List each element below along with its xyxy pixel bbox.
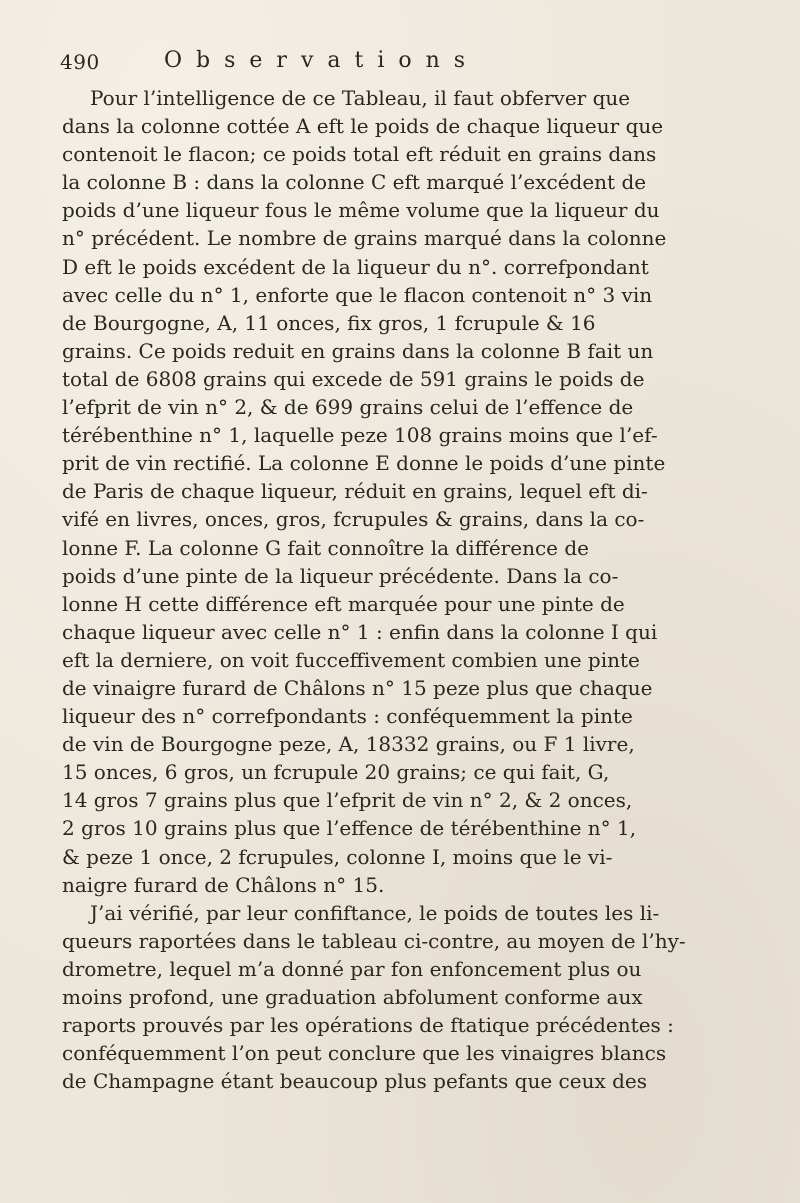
text-line: de Bourgogne, A, 11 onces, fix gros, 1 fcrupule & 16 — [62, 310, 596, 335]
text-line: de vinaigre furard de Châlons n° 15 peze plus que chaque — [62, 675, 653, 700]
text-line: la colonne B : dans la colonne C eft marqué l’excédent de — [62, 170, 647, 195]
page-number: 490 — [60, 50, 100, 74]
text-line: lonne F. La colonne G fait connoître la différence de — [62, 535, 589, 560]
text-line: Pour l’intelligence de ce Tableau, il faut obferver que — [90, 86, 631, 110]
text-line: raports prouvés par les opérations de ftatique précédentes : — [62, 1013, 674, 1038]
body-text — [62, 84, 762, 1095]
text-line: naigre furard de Châlons n° 15. — [62, 872, 385, 897]
text-line: total de 6808 grains qui excede de 591 grains le poids de — [62, 366, 645, 391]
text-line: contenoit le flacon; ce poids total eft réduit en grains dans — [62, 142, 657, 167]
text-line: drometre, lequel m’a donné par fon enfoncement plus ou — [62, 956, 642, 981]
text-line: eft la derniere, on voit fucceffivement combien une pinte — [62, 647, 640, 672]
text-line: térébenthine n° 1, laquelle peze 108 grains moins que l’ef- — [62, 423, 658, 448]
text-line: de Champagne étant beaucoup plus pefants que ceux des — [62, 1069, 648, 1094]
text-line: prit de vin rectifié. La colonne E donne le poids d’une pinte — [62, 451, 666, 476]
text-line: vifé en livres, onces, gros, fcrupules & grains, dans la co- — [62, 507, 645, 532]
text-line: conféquemment l’on peut conclure que les vinaigres blancs — [62, 1041, 667, 1066]
text-line: lonne H cette différence eft marquée pour une pinte de — [62, 591, 625, 616]
text-line: & peze 1 once, 2 fcrupules, colonne I, moins que le vi- — [62, 844, 613, 869]
text-line: grains. Ce poids reduit en grains dans la colonne B fait un — [62, 338, 654, 363]
text-line: queurs raportées dans le tableau ci-contre, au moyen de l’hy- — [62, 928, 686, 953]
text-line: 14 gros 7 grains plus que l’efprit de vin n° 2, & 2 onces, — [62, 788, 633, 813]
text-line: 2 gros 10 grains plus que l’effence de térébenthine n° 1, — [62, 816, 637, 841]
page-header — [60, 50, 680, 80]
text-line: n° précédent. Le nombre de grains marqué dans la colonne — [62, 226, 667, 251]
text-line: liqueur des n° correfpondants : conféquemment la pinte — [62, 704, 633, 729]
text-line: dans la colonne cottée A eft le poids de chaque liqueur que — [62, 114, 664, 139]
text-line: poids d’une liqueur fous le même volume que la liqueur du — [62, 198, 660, 223]
text-line: avec celle du n° 1, enforte que le flacon contenoit n° 3 vin — [62, 282, 653, 307]
text-line: 15 onces, 6 gros, un fcrupule 20 grains; ce qui fait, G, — [62, 760, 610, 785]
text-line: poids d’une pinte de la liqueur précédente. Dans la co- — [62, 563, 619, 588]
text-line: l’efprit de vin n° 2, & de 699 grains celui de l’effence de — [62, 395, 634, 420]
text-line: J’ai vérifié, par leur confiftance, le poids de toutes les li- — [90, 900, 660, 925]
text-line: chaque liqueur avec celle n° 1 : enfin dans la colonne I qui — [62, 619, 658, 644]
text-line: de Paris de chaque liqueur, réduit en grains, lequel eft di- — [62, 479, 648, 504]
running-title: Observations — [164, 48, 480, 73]
text-line: D eft le poids excédent de la liqueur du n°. correfpondant — [62, 254, 649, 279]
text-line: moins profond, une graduation abfolument conforme aux — [62, 985, 643, 1009]
text-line: de vin de Bourgogne peze, A, 18332 grains, ou F 1 livre, — [62, 732, 635, 757]
